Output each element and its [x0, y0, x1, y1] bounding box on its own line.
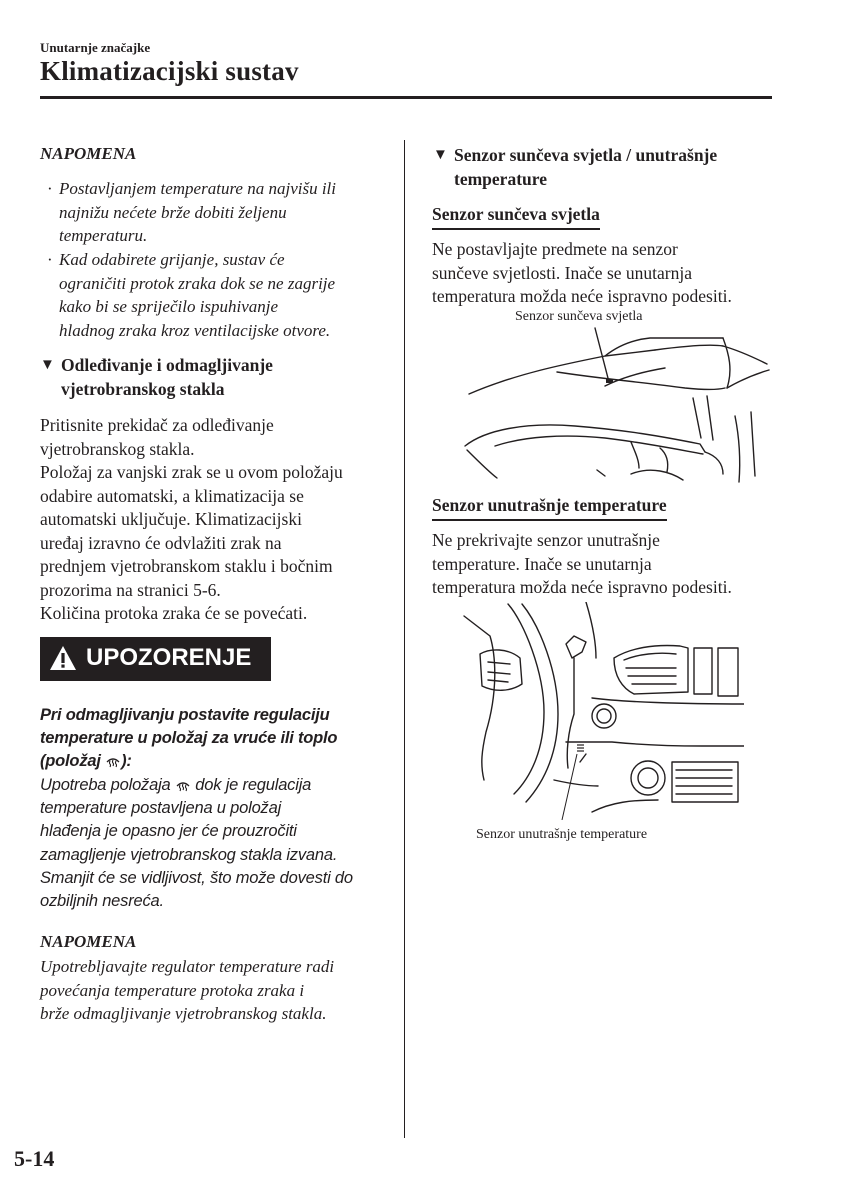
- note-bullet-1: [47, 177, 336, 248]
- warning-line: [40, 774, 353, 797]
- warning-triangle-icon: [49, 645, 77, 671]
- warning-line: hlađenja je opasno jer će prouzročiti: [40, 822, 297, 841]
- leader-line: [562, 754, 577, 820]
- note-bullet-line: hladnog zraka kroz ventilacijske otvore.: [59, 320, 331, 340]
- defrost-heading-line: Odleđivanje i odmagljivanje: [61, 355, 273, 375]
- note-bullet-line: Postavljanjem temperature na najvišu ili: [59, 179, 336, 198]
- warning-line: Smanjit će se vidljivost, što može dovesti do: [40, 868, 353, 887]
- defrost-heading: [40, 353, 273, 401]
- triangle-marker-icon: ▼: [433, 147, 448, 163]
- header-rule: [40, 96, 772, 99]
- triangle-marker-icon: ▼: [40, 357, 55, 373]
- warning-banner: [40, 637, 271, 681]
- note-bullet-line: ograničiti protok zraka dok se ne zagrije: [59, 273, 336, 293]
- note-heading: NAPOMENA: [40, 144, 137, 163]
- note-bullet-line: najnižu nećete brže dobiti željenu: [59, 202, 287, 222]
- body-line: temperature. Inače se unutarnja: [432, 553, 652, 574]
- defrost-heading-line: vjetrobranskog stakla: [61, 379, 225, 399]
- sensors-heading: [433, 143, 718, 191]
- body-line: Ne postavljajte predmete na senzor: [432, 239, 678, 259]
- note-bullet-line: kako bi se spriječilo ispuhivanje: [59, 297, 279, 316]
- body-line: odabire automatski, a klimatizacija se: [40, 485, 304, 506]
- interior-sensor-body: [432, 529, 732, 600]
- warning-line: zamagljenje vjetrobranskog stakla izvana.: [40, 845, 338, 864]
- note-bullet-line: Kad odabirete grijanje, sustav će: [59, 250, 285, 269]
- column-divider: [404, 140, 405, 1138]
- body-line: temperatura možda neće ispravno podesiti.: [432, 577, 732, 597]
- dashboard-illustration: [462, 602, 744, 820]
- warning-line: Pri odmagljivanju postavite regulaciju: [40, 706, 330, 724]
- warning-text: (položaj: [40, 752, 106, 771]
- body-line: vjetrobranskog stakla.: [40, 438, 195, 459]
- windshield-illustration: [455, 326, 773, 486]
- note-line: povećanja temperature protoka zraka i: [40, 980, 305, 1000]
- page-number: 5-14: [14, 1146, 55, 1171]
- warning-line: [40, 750, 337, 773]
- body-line: prozorima na stranici 5-6.: [40, 579, 221, 600]
- note-line: Upotrebljavajte regulator temperature radi: [40, 957, 335, 976]
- warning-line: temperature postavljena u položaj: [40, 799, 282, 818]
- note-bullet-2: [47, 248, 336, 342]
- note-heading: NAPOMENA: [40, 932, 137, 951]
- warning-label: UPOZORENJE: [86, 644, 252, 671]
- warning-text: dok je regulacija: [190, 776, 312, 794]
- body-line: Položaj za vanjski zrak se u ovom položaju: [40, 462, 343, 482]
- note2-body: [40, 955, 334, 1026]
- interior-sensor-heading: Senzor unutrašnje temperature: [432, 495, 667, 521]
- sensors-heading-line: temperature: [454, 169, 547, 189]
- sun-sensor-heading: Senzor sunčeva svjetla: [432, 204, 600, 230]
- warning-body: [40, 774, 353, 913]
- interior-sensor-caption: Senzor unutrašnje temperature: [476, 827, 648, 842]
- section-label: Unutarnje značajke: [40, 40, 151, 55]
- defrost-body: [40, 414, 343, 626]
- warning-text: Upotreba položaja: [40, 776, 175, 794]
- body-line: prednjem vjetrobranskom staklu i bočnim: [40, 556, 333, 576]
- sun-sensor-marker: [606, 379, 613, 383]
- warning-bold-text: [40, 704, 337, 774]
- body-line: Pritisnite prekidač za odleđivanje: [40, 415, 274, 435]
- sun-sensor-body: [432, 238, 732, 309]
- body-line: Količina protoka zraka će se povećati.: [40, 603, 308, 623]
- body-line: automatski uključuje. Klimatizacijski: [40, 509, 302, 529]
- sun-sensor-caption: Senzor sunčeva svjetla: [515, 309, 643, 324]
- body-line: uređaj izravno će odvlažiti zrak na: [40, 532, 282, 553]
- bullet-dot: ·: [47, 250, 53, 269]
- bullet-dot: ·: [47, 179, 53, 198]
- note-line: brže odmagljivanje vjetrobranskog stakla.: [40, 1004, 327, 1023]
- warning-line: ozbiljnih nesreća.: [40, 892, 164, 911]
- note-bullet-line: temperaturu.: [59, 226, 148, 245]
- body-line: Ne prekrivajte senzor unutrašnje: [432, 530, 660, 550]
- warning-text: ):: [121, 752, 132, 771]
- defrost-symbol-icon: [105, 753, 121, 768]
- defrost-symbol-icon: [175, 777, 191, 792]
- warning-line: temperature u položaj za vruće ili toplo: [40, 729, 338, 748]
- body-line: temperatura možda neće ispravno podesiti.: [432, 286, 732, 306]
- page-title: Klimatizacijski sustav: [40, 56, 299, 86]
- sensors-heading-line: Senzor sunčeva svjetla / unutrašnje: [454, 145, 718, 165]
- body-line: sunčeve svjetlosti. Inače se unutarnja: [432, 262, 692, 283]
